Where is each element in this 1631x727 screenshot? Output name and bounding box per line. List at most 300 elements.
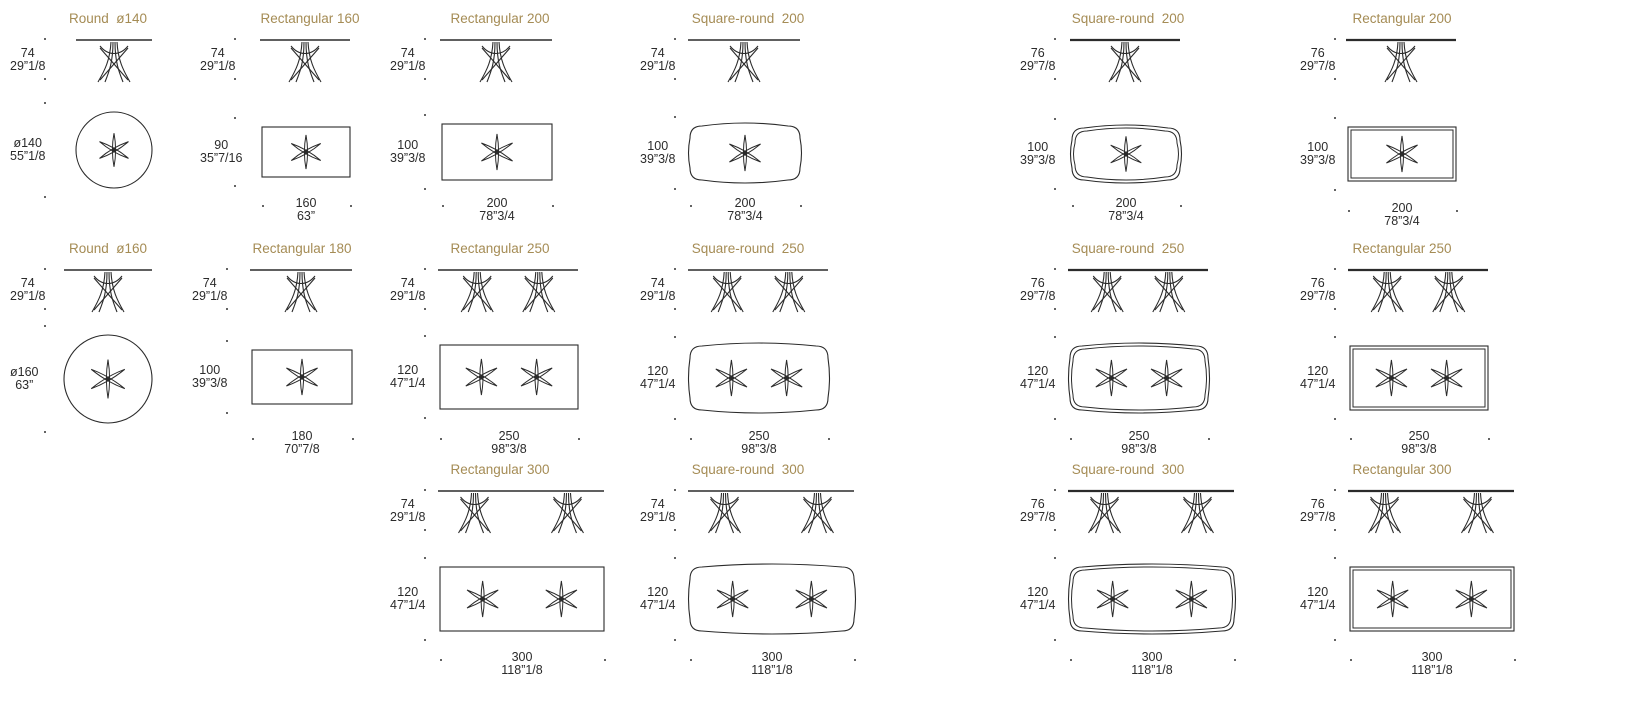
base-plan <box>291 135 320 169</box>
table-title: Round ø160 <box>68 241 148 256</box>
dimension-tick <box>44 102 46 104</box>
dimension-tick <box>690 438 692 440</box>
dimension-tick <box>1348 210 1350 212</box>
dimension-inch: 35”7/16 <box>200 151 243 165</box>
dimension-tick <box>44 78 46 80</box>
table-top-plan <box>1350 567 1514 631</box>
dimension-inch: 29”7/8 <box>1020 289 1056 303</box>
dimension-cm: 120 <box>647 585 669 599</box>
dimension-inch: 47”1/4 <box>640 377 676 391</box>
dimension-tick <box>674 78 676 80</box>
base-plan <box>467 581 498 617</box>
base-plan <box>481 134 512 170</box>
base-elevation <box>459 493 491 533</box>
dimension-inch: 29”7/8 <box>1020 59 1056 73</box>
dimension-inch: 29”7/8 <box>1300 289 1336 303</box>
dimension-tick <box>424 529 426 531</box>
dimension-tick <box>44 325 46 327</box>
dimension-label <box>390 364 425 390</box>
dimension-cm: 120 <box>1307 585 1329 599</box>
base-plan <box>546 581 577 617</box>
dimension-label <box>10 137 45 163</box>
table-title: Square-round 250 <box>1071 241 1185 256</box>
base-elevation <box>92 272 124 312</box>
table-top-plan <box>1069 343 1210 413</box>
table-sqr-200-a <box>630 0 890 230</box>
dimension-tick <box>44 308 46 310</box>
dimension-inch: 29”1/8 <box>10 59 46 73</box>
table-top-frame <box>1072 567 1233 631</box>
dimension-label <box>200 47 235 73</box>
dimension-inch: 29”1/8 <box>192 289 228 303</box>
dimension-inch: 39”3/8 <box>1300 153 1336 167</box>
dimension-cm: 200 <box>734 196 756 210</box>
table-top-plan <box>689 343 830 413</box>
dimension-cm: 120 <box>1027 585 1049 599</box>
table-title: Square-round 250 <box>691 241 805 256</box>
dimension-tick <box>424 335 426 337</box>
base-plan <box>1151 360 1182 396</box>
base-plan <box>796 581 827 617</box>
dimension-cm: 200 <box>1391 201 1413 215</box>
base-plan <box>716 360 747 396</box>
table-rect-200-a <box>380 0 640 230</box>
dimension-tick <box>442 205 444 207</box>
table-sqr-300-a <box>630 451 890 681</box>
dimension-label <box>1300 498 1335 524</box>
dimension-label <box>192 277 227 303</box>
dimension-inch: 98”3/8 <box>491 442 527 456</box>
dimension-tick <box>1350 659 1352 661</box>
dimension-tick <box>674 308 676 310</box>
dimension-inch: 39”3/8 <box>390 151 426 165</box>
base-plan <box>771 360 802 396</box>
base-elevation <box>1153 272 1185 312</box>
base-elevation <box>551 493 583 533</box>
dimension-tick <box>1054 529 1056 531</box>
dimension-label <box>1300 586 1335 612</box>
table-title: Rectangular 180 <box>252 241 352 256</box>
dimension-tick <box>1334 268 1336 270</box>
base-elevation <box>711 272 743 312</box>
base-elevation <box>773 272 805 312</box>
table-drawing <box>1290 230 1550 460</box>
table-top-plan <box>1350 346 1488 410</box>
table-drawing <box>380 451 640 681</box>
dimension-label <box>10 277 45 303</box>
dimension-tick <box>1334 308 1336 310</box>
table-title: Rectangular 300 <box>1352 462 1452 477</box>
dimension-label <box>390 586 425 612</box>
dimension-inch: 39”3/8 <box>1020 153 1056 167</box>
table-rect-250-b <box>1290 230 1550 460</box>
dimension-tick <box>234 78 236 80</box>
dimension-tick <box>1334 78 1336 80</box>
dimension-inch: 63” <box>296 209 316 223</box>
dimension-tick <box>674 336 676 338</box>
dimension-cm: 90 <box>214 138 229 152</box>
dimension-label <box>640 365 675 391</box>
base-elevation <box>1433 272 1465 312</box>
table-title: Rectangular 200 <box>450 11 550 26</box>
dimension-label <box>640 498 675 524</box>
dimension-cm: 74 <box>210 46 225 60</box>
table-sqr-250-a <box>630 230 890 460</box>
dimension-label <box>640 586 675 612</box>
dimension-inch: 70”7/8 <box>284 442 320 456</box>
dimension-inch: 78”3/4 <box>727 209 763 223</box>
dimension-cm: 74 <box>400 497 415 511</box>
base-plan <box>286 359 317 395</box>
dimension-tick <box>1054 188 1056 190</box>
table-top-plan <box>689 564 856 634</box>
dimension-label <box>276 197 336 223</box>
dimension-tick <box>800 205 802 207</box>
dimension-inch: 47”1/4 <box>1300 377 1336 391</box>
dimension-tick <box>1054 336 1056 338</box>
dimension-inch: 29”1/8 <box>10 289 46 303</box>
dimension-tick <box>1054 489 1056 491</box>
base-plan <box>91 360 125 399</box>
dimension-inch: 118”1/8 <box>501 663 543 677</box>
dimension-cm: 74 <box>400 46 415 60</box>
dimension-label <box>715 197 775 223</box>
dimension-cm: 100 <box>1307 140 1329 154</box>
dimension-cm: 100 <box>397 138 419 152</box>
dimension-tick <box>1072 205 1074 207</box>
dimension-cm: 76 <box>1030 497 1045 511</box>
base-plan <box>1111 136 1142 171</box>
dimension-tick <box>1054 38 1056 40</box>
dimension-tick <box>44 196 46 198</box>
dimension-label <box>1020 365 1055 391</box>
dimension-tick <box>424 639 426 641</box>
base-elevation <box>480 42 512 82</box>
dimension-tick <box>1334 529 1336 531</box>
dimension-tick <box>674 639 676 641</box>
dimension-tick <box>674 557 676 559</box>
dimension-cm: 250 <box>1128 429 1150 443</box>
dimension-label <box>1020 498 1055 524</box>
dimension-tick <box>674 268 676 270</box>
dimension-tick <box>1054 639 1056 641</box>
dimension-cm: 120 <box>397 363 419 377</box>
base-elevation <box>98 42 130 82</box>
dimension-cm: 74 <box>650 497 665 511</box>
dimension-tick <box>44 431 46 433</box>
dimension-tick <box>674 188 676 190</box>
dimension-tick <box>424 78 426 80</box>
base-elevation <box>461 272 493 312</box>
table-drawing <box>1010 451 1270 681</box>
dimension-cm: 76 <box>1310 46 1325 60</box>
dimension-cm: 250 <box>1408 429 1430 443</box>
dimension-tick <box>424 489 426 491</box>
dimension-label <box>742 651 802 677</box>
table-title: Square-round 300 <box>691 462 805 477</box>
dimension-tick <box>234 185 236 187</box>
dimension-cm: 300 <box>1141 650 1163 664</box>
table-drawing <box>1010 230 1270 460</box>
dimension-label <box>200 139 242 165</box>
base-elevation <box>1109 42 1141 82</box>
dimension-tick <box>226 308 228 310</box>
base-elevation <box>1089 493 1121 533</box>
base-plan <box>729 135 760 171</box>
base-elevation <box>1091 272 1123 312</box>
dimension-label <box>1020 141 1055 167</box>
dimension-tick <box>352 438 354 440</box>
dimension-tick <box>350 205 352 207</box>
dimension-tick <box>1334 489 1336 491</box>
dimension-inch: 47”1/4 <box>640 598 676 612</box>
dimension-tick <box>690 659 692 661</box>
table-title: Round ø140 <box>68 11 148 26</box>
dimension-cm: 120 <box>1027 364 1049 378</box>
dimension-tick <box>1334 639 1336 641</box>
dimension-tick <box>1488 438 1490 440</box>
dimension-tick <box>1456 210 1458 212</box>
dimension-tick <box>1334 557 1336 559</box>
dimension-tick <box>674 116 676 118</box>
dimension-tick <box>1334 189 1336 191</box>
dimension-inch: 29”7/8 <box>1300 510 1336 524</box>
dimension-cm: 120 <box>397 585 419 599</box>
base-plan <box>1431 360 1462 396</box>
dimension-tick <box>424 38 426 40</box>
dimension-tick <box>1514 659 1516 661</box>
dimension-inch: 29”7/8 <box>1020 510 1056 524</box>
dimension-inch: 29”1/8 <box>390 289 426 303</box>
dimension-tick <box>674 489 676 491</box>
dimension-cm: 250 <box>498 429 520 443</box>
dimension-cm: 74 <box>202 276 217 290</box>
dimension-inch: 98”3/8 <box>1401 442 1437 456</box>
table-drawing <box>1010 0 1270 230</box>
dimension-cm: 300 <box>1421 650 1443 664</box>
dimension-inch: 55”1/8 <box>10 149 46 163</box>
dimension-tick <box>262 205 264 207</box>
dimension-cm: 76 <box>1310 276 1325 290</box>
dimension-inch: 29”1/8 <box>640 59 676 73</box>
dimension-tick <box>234 38 236 40</box>
dimension-label <box>640 47 675 73</box>
base-elevation <box>1369 493 1401 533</box>
base-elevation <box>523 272 555 312</box>
dimension-tick <box>1208 438 1210 440</box>
table-title: Rectangular 250 <box>1352 241 1452 256</box>
dimension-tick <box>252 438 254 440</box>
dimension-tick <box>226 412 228 414</box>
table-title: Rectangular 300 <box>450 462 550 477</box>
dimension-label <box>640 140 675 166</box>
dimension-inch: 47”1/4 <box>1020 598 1056 612</box>
dimension-tick <box>440 438 442 440</box>
dimension-label <box>1096 197 1156 223</box>
table-top-frame <box>1353 570 1511 628</box>
base-plan <box>466 359 497 395</box>
table-drawing <box>630 230 890 460</box>
table-top-plan <box>1069 564 1236 634</box>
dimension-cm: 100 <box>1027 140 1049 154</box>
dimension-tick <box>552 205 554 207</box>
dimension-tick <box>1070 659 1072 661</box>
dimension-tick <box>674 529 676 531</box>
dimension-tick <box>226 340 228 342</box>
dimension-tick <box>1334 117 1336 119</box>
table-drawing <box>630 451 890 681</box>
dimension-tick <box>1334 38 1336 40</box>
dimension-inch: 39”3/8 <box>640 152 676 166</box>
dimension-tick <box>1350 438 1352 440</box>
base-elevation <box>709 493 741 533</box>
base-plan <box>1456 581 1487 617</box>
table-rect-250-a <box>380 230 640 460</box>
dimension-tick <box>1054 308 1056 310</box>
dimension-tick <box>234 117 236 119</box>
dimension-cm: 300 <box>511 650 533 664</box>
table-top-frame <box>1072 346 1207 410</box>
dimension-label <box>390 47 425 73</box>
dimension-tick <box>1334 418 1336 420</box>
dimension-tick <box>226 268 228 270</box>
dimension-cm: 74 <box>20 46 35 60</box>
table-rect-200-b <box>1290 0 1550 230</box>
dimension-inch: 29”1/8 <box>640 510 676 524</box>
dimension-label <box>1300 47 1335 73</box>
dimension-label <box>640 277 675 303</box>
dimension-tick <box>690 205 692 207</box>
base-plan <box>717 581 748 617</box>
dimension-tick <box>424 308 426 310</box>
dimension-cm: 76 <box>1030 276 1045 290</box>
dimension-label <box>1020 586 1055 612</box>
dimension-tick <box>578 438 580 440</box>
dimension-inch: 29”7/8 <box>1300 59 1336 73</box>
dimension-tick <box>44 268 46 270</box>
base-plan <box>1377 581 1408 617</box>
base-plan <box>1376 360 1407 396</box>
dimension-label <box>272 430 332 456</box>
dimension-tick <box>1054 78 1056 80</box>
dimension-label <box>1020 47 1055 73</box>
dimension-inch: 29”1/8 <box>390 59 426 73</box>
table-sqr-300-b <box>1010 451 1270 681</box>
dimension-tick <box>604 659 606 661</box>
dimension-cm: 100 <box>647 139 669 153</box>
dimension-label <box>390 277 425 303</box>
dimension-cm: 120 <box>1307 364 1329 378</box>
table-drawing <box>1290 0 1550 230</box>
base-elevation <box>1385 42 1417 82</box>
dimension-inch: 63” <box>15 378 34 392</box>
table-drawing <box>380 230 640 460</box>
dimension-label <box>192 364 227 390</box>
dimension-label <box>1300 141 1335 167</box>
base-plan <box>521 359 552 395</box>
dimension-tick <box>424 114 426 116</box>
dimension-tick <box>424 417 426 419</box>
table-drawing <box>630 0 890 230</box>
table-rect-300-b <box>1290 451 1550 681</box>
dimension-inch: 78”3/4 <box>1108 209 1144 223</box>
dimension-cm: 250 <box>748 429 770 443</box>
dimension-cm: 300 <box>761 650 783 664</box>
dimension-tick <box>1054 268 1056 270</box>
table-sqr-200-b <box>1010 0 1270 230</box>
dimension-label <box>10 47 45 73</box>
dimension-inch: 47”1/4 <box>1020 377 1056 391</box>
dimension-inch: 47”1/4 <box>390 598 426 612</box>
base-plan <box>100 133 129 166</box>
dimension-tick <box>674 418 676 420</box>
dimension-cm: 160 <box>295 196 317 210</box>
base-plan <box>1096 360 1127 396</box>
dimension-tick <box>674 38 676 40</box>
dimension-label <box>1372 202 1432 228</box>
table-title: Square-round 200 <box>1071 11 1185 26</box>
base-elevation <box>728 42 760 82</box>
table-title: Rectangular 250 <box>450 241 550 256</box>
base-elevation <box>1371 272 1403 312</box>
dimension-label <box>1020 277 1055 303</box>
table-sqr-250-b <box>1010 230 1270 460</box>
dimension-tick <box>1234 659 1236 661</box>
dimension-inch: 29”1/8 <box>640 289 676 303</box>
dimension-label <box>467 197 527 223</box>
dimension-tick <box>424 268 426 270</box>
dimension-tick <box>424 188 426 190</box>
base-elevation <box>1181 493 1213 533</box>
dimension-inch: 47”1/4 <box>1300 598 1336 612</box>
dimension-tick <box>1334 336 1336 338</box>
dimension-cm: 200 <box>486 196 508 210</box>
dimension-label <box>10 366 39 392</box>
base-elevation <box>289 42 321 82</box>
dimension-tick <box>424 557 426 559</box>
base-elevation <box>1461 493 1493 533</box>
base-plan <box>1386 136 1417 172</box>
dimension-cm: ø140 <box>13 136 42 150</box>
dimension-label <box>390 139 425 165</box>
dimension-cm: 200 <box>1115 196 1137 210</box>
dimension-inch: 98”3/8 <box>741 442 777 456</box>
dimension-label <box>1300 365 1335 391</box>
dimension-cm: 100 <box>199 363 221 377</box>
base-plan <box>1097 581 1128 617</box>
table-drawing <box>1290 451 1550 681</box>
dimension-inch: 78”3/4 <box>1384 214 1420 228</box>
table-title: Square-round 300 <box>1071 462 1185 477</box>
dimension-inch: 118”1/8 <box>1411 663 1453 677</box>
table-title: Square-round 200 <box>691 11 805 26</box>
dimension-tick <box>828 438 830 440</box>
dimension-label <box>1122 651 1182 677</box>
dimension-tick <box>1054 118 1056 120</box>
dimension-cm: 180 <box>291 429 313 443</box>
table-top-frame <box>1353 349 1485 407</box>
dimension-inch: 118”1/8 <box>751 663 793 677</box>
dimension-inch: 29”1/8 <box>390 510 426 524</box>
dimension-cm: 74 <box>400 276 415 290</box>
dimension-inch: 98”3/8 <box>1121 442 1157 456</box>
base-elevation <box>285 272 317 312</box>
table-top-plan <box>440 567 604 631</box>
dimension-cm: 120 <box>647 364 669 378</box>
dimension-inch: 78”3/4 <box>479 209 515 223</box>
dimension-tick <box>1070 438 1072 440</box>
dimension-label <box>492 651 552 677</box>
